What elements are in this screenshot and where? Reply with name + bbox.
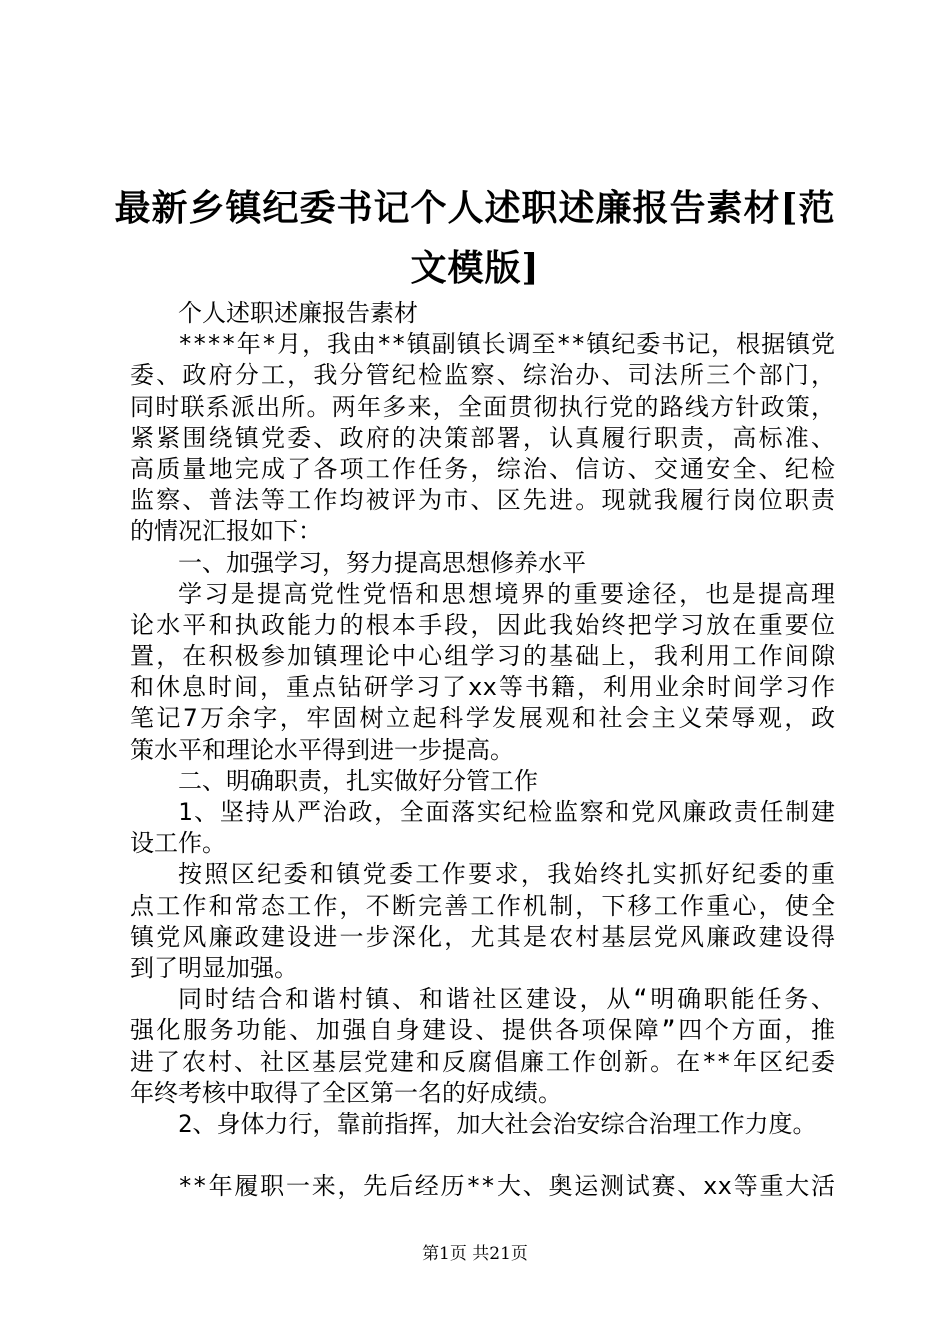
paragraph-line: **年履职一来，先后经历**大、奥运测试赛、xx等重大活 [178,1172,835,1201]
paragraph-line: 和休息时间，重点钻研学习了xx等书籍，利用业余时间学习作 [130,673,835,702]
title-line: 最新乡镇纪委书记个人述职述廉报告素材[范 [114,187,836,229]
paragraph-line: 论水平和执政能力的根本手段，因此我始终把学习放在重要位 [130,610,835,639]
paragraph-line: 委、政府分工，我分管纪检监察、综治办、司法所三个部门， [130,361,835,390]
paragraph-line: 镇党风廉政建设进一步深化，尤其是农村基层党风廉政建设得 [130,922,835,951]
paragraph-line: 学习是提高党性党悟和思想境界的重要途径，也是提高理 [178,579,835,608]
paragraph-line: 同时联系派出所。两年多来，全面贯彻执行党的路线方针政策， [130,392,835,421]
paragraph-line: 年终考核中取得了全区第一名的好成绩。 [130,1078,562,1107]
document-title [110,178,840,298]
paragraph-line: 按照区纪委和镇党委工作要求，我始终扎实抓好纪委的重 [178,860,835,889]
paragraph-line: 个人述职述廉报告素材 [178,299,418,327]
document-body [130,298,835,1202]
paragraph-line: 的情况汇报如下： [130,517,322,546]
paragraph-line: 设工作。 [130,829,226,858]
paragraph-line: 1、坚持从严治政，全面落实纪检监察和党风廉政责任制建 [178,798,835,826]
paragraph-line: 置，在积极参加镇理论中心组学习的基础上，我利用工作间隙 [130,642,835,671]
paragraph-line: 策水平和理论水平得到进一步提高。 [130,735,514,764]
paragraph-line: 笔记7万余字，牢固树立起科学发展观和社会主义荣辱观，政 [130,704,835,733]
paragraph-line: 强化服务功能、加强自身建设、提供各项保障”四个方面，推 [130,1016,835,1045]
paragraph-line: 2、身体力行，靠前指挥，加大社会治安综合治理工作力度。 [178,1109,817,1138]
paragraph-line: 同时结合和谐村镇、和谐社区建设，从“明确职能任务、 [178,985,835,1014]
paragraph-line: 监察、普法等工作均被评为市、区先进。现就我履行岗位职责 [130,486,835,515]
paragraph-line: 一、加强学习，努力提高思想修养水平 [178,548,586,577]
paragraph-line: ****年*月，我由**镇副镇长调至**镇纪委书记，根据镇党 [178,330,835,359]
paragraph-line: 进了农村、社区基层党建和反腐倡廉工作创新。在**年区纪委 [130,1047,835,1076]
paragraph-line: 紧紧围绕镇党委、政府的决策部署，认真履行职责，高标准、 [130,423,835,452]
paragraph-line: 二、明确职责，扎实做好分管工作 [178,766,538,795]
paragraph-line: 到了明显加强。 [130,953,298,982]
page-footer: 第1页 共21页 [422,1244,528,1264]
paragraph-line: 点工作和常态工作，不断完善工作机制，下移工作重心，使全 [130,891,835,920]
blank-line [130,1140,835,1171]
paragraph-line: 高质量地完成了各项工作任务，综治、信访、交通安全、纪检 [130,454,835,483]
title-line: 文模版] [410,247,540,289]
